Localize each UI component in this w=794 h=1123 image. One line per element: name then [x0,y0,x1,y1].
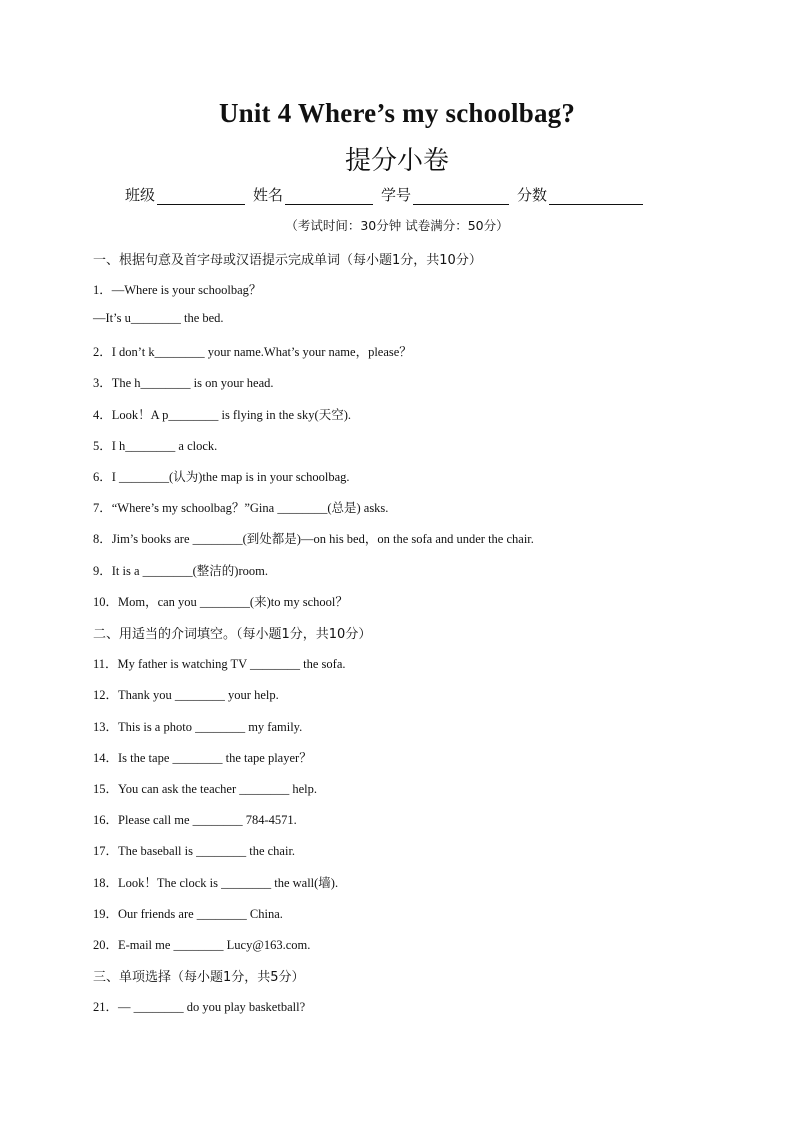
page-subtitle: 提分小卷 [344,146,449,176]
question-line: 6．I ________(认为)the map is in your schoolbag. [93,470,350,484]
question-line: 17．The baseball is ________ the chair. [93,844,296,858]
question-line: 7．“Where’s my schoolbag？”Gina ________(总是) asks. [93,501,389,515]
student-number-label: 学号 [381,186,412,204]
name-field [253,184,373,205]
question-line: 3．The h________ is on your head. [93,376,274,390]
question-line: 21．— ________ do you play basketball? [93,1000,306,1014]
question-line: 1．—Where is your schoolbag？ [93,283,262,297]
question-line: 20．E-mail me ________ Lucy@163.com. [93,938,311,952]
score-field [517,184,643,205]
question-line: 9．It is a ________(整洁的)room. [93,564,268,578]
question-line: 5．I h________ a clock. [93,439,218,453]
question-line: 13．This is a photo ________ my family. [93,720,303,734]
question-line: 19．Our friends are ________ China. [93,907,283,921]
class-blank [157,190,245,205]
score-label: 分数 [517,186,548,204]
name-label: 姓名 [253,186,284,204]
student-number-blank [413,190,509,205]
exam-note: （考试时间：30分钟 试卷满分：50分） [285,218,509,233]
class-field [125,184,245,205]
question-line: —It’s u________ the bed. [93,311,224,325]
student-number-field [381,184,509,205]
question-line: 4．Look！A p________ is flying in the sky(天空). [93,408,351,422]
section-heading: 三、单项选择（每小题1分，共5分） [93,970,305,985]
student-info-row [125,184,643,205]
question-line: 16．Please call me ________ 784-4571. [93,813,297,827]
question-line: 12．Thank you ________ your help. [93,688,279,702]
question-line: 8．Jim’s books are ________(到处都是)—on his bed，on the sofa and under the chair. [93,532,534,546]
name-blank [285,190,373,205]
question-line: 2．I don’t k________ your name.What’s your name，please？ [93,345,412,359]
question-line: 14．Is the tape ________ the tape player？ [93,751,312,765]
score-blank [549,190,643,205]
section-heading: 一、根据句意及首字母或汉语提示完成单词（每小题1分，共10分） [93,253,482,268]
class-label: 班级 [125,186,156,204]
question-line: 11．My father is watching TV ________ the sofa. [93,657,346,671]
page-title: Unit 4 Where’s my schoolbag? [218,98,576,128]
section-heading: 二、用适当的介词填空。（每小题1分，共10分） [93,627,372,642]
question-line: 10．Mom，can you ________(来)to my school？ [93,595,348,609]
question-line: 18．Look！The clock is ________ the wall(墙). [93,876,339,890]
question-line: 15．You can ask the teacher ________ help. [93,782,318,796]
